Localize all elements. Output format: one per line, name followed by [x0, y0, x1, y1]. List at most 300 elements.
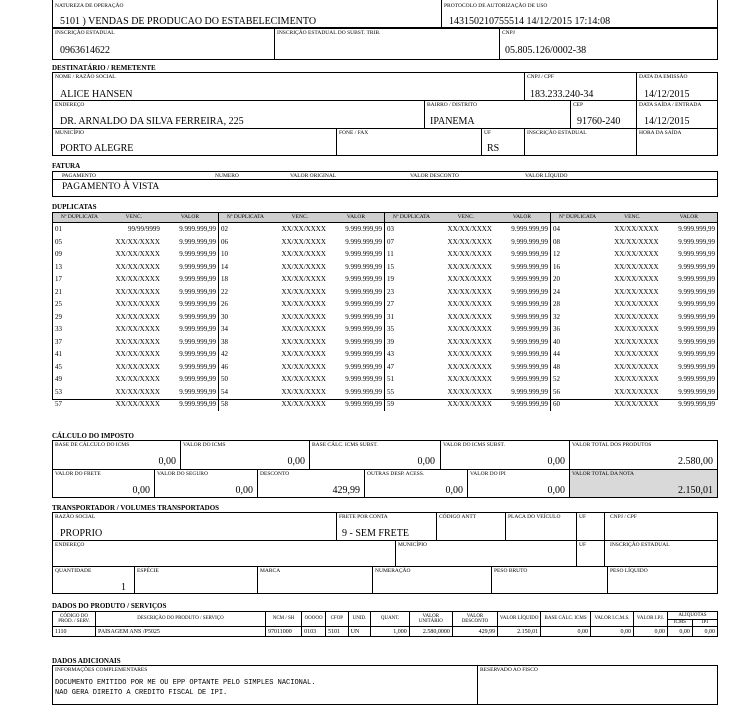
prod-cst: 0103: [302, 627, 326, 637]
duplicata-valor: 9.999.999,99: [678, 250, 715, 258]
produtos-title: DADOS DO PRODUTO / SERVIÇOS: [52, 602, 167, 610]
base-icms-value: 0,00: [158, 456, 176, 467]
duplicata-vencimento: XX/XX/XXXX: [115, 325, 160, 333]
duplicata-numero: 43: [387, 350, 394, 358]
duplicata-row: [551, 286, 717, 299]
col-cfop: CFOP: [326, 612, 349, 627]
duplicata-numero: 59: [387, 400, 394, 408]
duplicata-valor: 9.999.999,99: [678, 312, 715, 321]
duplicata-vencimento: XX/XX/XXXX: [614, 387, 659, 396]
info-compl-label: INFORMAÇÕES COMPLEMENTARES: [55, 667, 148, 673]
duplicata-numero: 01: [55, 225, 62, 233]
duplicatas-header: [385, 213, 550, 223]
duplicata-vencimento: XX/XX/XXXX: [614, 350, 659, 358]
duplicata-numero: 44: [553, 350, 560, 358]
duplicata-row: [385, 248, 550, 261]
header-row-2: [52, 28, 718, 60]
duplicata-valor: 9.999.999,99: [511, 262, 548, 271]
duplicata-numero: 29: [55, 312, 62, 321]
fatura-title: FATURA: [52, 162, 81, 170]
duplicata-row: [219, 373, 384, 386]
duplicata-numero: 22: [221, 287, 228, 296]
fatura-col-valor-original: VALOR ORIGINAL: [290, 173, 337, 179]
duplicatas-column: [551, 213, 717, 411]
duplicata-vencimento: XX/XX/XXXX: [281, 312, 326, 321]
prod-aliq-ipi: 0,00: [692, 627, 717, 637]
duplicata-numero: 36: [553, 325, 560, 333]
peso-liquido-label: PESO LÍQUIDO: [610, 568, 648, 574]
prod-base-icms: 0,00: [541, 627, 591, 637]
duplicata-vencimento: XX/XX/XXXX: [281, 337, 326, 346]
duplicatas-title: DUPLICATAS: [52, 203, 97, 211]
duplicata-vencimento: XX/XX/XXXX: [281, 362, 326, 371]
total-produtos-label: VALOR TOTAL DOS PRODUTOS: [572, 442, 652, 448]
duplicata-numero: 57: [55, 400, 62, 408]
adicionais-title: DADOS ADICIONAIS: [52, 657, 121, 665]
duplicata-valor: 9.999.999,99: [179, 237, 216, 246]
duplicata-vencimento: XX/XX/XXXX: [281, 350, 326, 358]
col-quant: QUANT.: [371, 612, 410, 627]
duplicata-row: [551, 311, 717, 324]
col-codigo: CÓDIGO DO PROD. / SERV.: [53, 612, 96, 627]
duplicata-vencimento: XX/XX/XXXX: [614, 312, 659, 321]
transp-uf2-label: UF: [579, 542, 587, 548]
antt-label: CÓDIGO ANTT: [439, 514, 477, 520]
duplicata-valor: 9.999.999,99: [345, 325, 382, 333]
duplicata-numero: 40: [553, 337, 560, 346]
duplicata-vencimento: XX/XX/XXXX: [447, 225, 492, 233]
duplicata-row: [53, 398, 218, 411]
base-icms-st-label: BASE CÁLC. ICMS SUBST.: [312, 442, 378, 448]
duplicata-row: [219, 236, 384, 249]
duplicatas-header-cell: Nº DUPLICATA: [226, 214, 264, 220]
cnpj-label: CNPJ: [502, 30, 515, 36]
duplicata-vencimento: XX/XX/XXXX: [115, 237, 160, 246]
prod-codigo: 1110: [53, 627, 96, 637]
duplicata-row: [385, 286, 550, 299]
duplicata-numero: 03: [387, 225, 394, 233]
duplicata-vencimento: XX/XX/XXXX: [115, 262, 160, 271]
destinatario-municipio: PORTO ALEGRE: [60, 143, 134, 154]
transp-cnpj-label: CNPJ / CPF: [610, 514, 637, 520]
duplicata-vencimento: XX/XX/XXXX: [447, 262, 492, 271]
natureza-operacao: 5101 ) VENDAS DE PRODUCAO DO ESTABELECIMENTO: [60, 16, 317, 27]
ie-st-label: INSCRIÇÃO ESTADUAL DO SUBST. TRIB.: [277, 30, 381, 36]
duplicata-vencimento: XX/XX/XXXX: [614, 375, 659, 383]
transp-uf-label: UF: [579, 514, 587, 520]
total-nota-label: VALOR TOTAL DA NOTA: [572, 471, 635, 477]
col-base-icms: BASE CÁLC. ICMS: [541, 612, 591, 627]
duplicata-row: [551, 261, 717, 274]
duplicata-row: [551, 236, 717, 249]
duplicata-valor: 9.999.999,99: [345, 262, 382, 271]
duplicata-numero: 51: [387, 375, 394, 383]
duplicata-numero: 30: [221, 312, 228, 321]
duplicata-row: [551, 273, 717, 286]
duplicata-row: [53, 311, 218, 324]
destinatario-nome: ALICE HANSEN: [60, 89, 133, 100]
destinatario-box: [52, 72, 718, 156]
municipio-label: MUNICÍPIO: [55, 130, 85, 136]
duplicata-vencimento: XX/XX/XXXX: [447, 375, 492, 383]
duplicata-valor: 9.999.999,99: [345, 337, 382, 346]
duplicatas-header-cell: VENC.: [291, 214, 309, 220]
uf-label: UF: [484, 130, 492, 136]
duplicata-vencimento: XX/XX/XXXX: [614, 225, 659, 233]
duplicata-vencimento: XX/XX/XXXX: [614, 275, 659, 283]
product-row: [53, 627, 718, 637]
duplicata-numero: 08: [553, 237, 560, 246]
duplicata-row: [551, 348, 717, 361]
transp-municipio-label: MUNICÍPIO: [398, 542, 428, 548]
duplicata-row: [219, 361, 384, 374]
destinatario-cep: 91760-240: [577, 116, 621, 127]
placa-label: PLACA DO VEÍCULO: [508, 514, 561, 520]
duplicata-valor: 9.999.999,99: [511, 250, 548, 258]
duplicata-row: [551, 386, 717, 399]
info-line-1: DOCUMENTO EMITIDO POR ME OU EPP OPTANTE PELO SIMPLES NACIONAL.: [55, 679, 316, 687]
duplicata-numero: 47: [387, 362, 394, 371]
duplicata-valor: 9.999.999,99: [345, 375, 382, 383]
duplicata-row: [385, 373, 550, 386]
duplicata-valor: 9.999.999,99: [179, 387, 216, 396]
duplicata-valor: 9.999.999,99: [179, 262, 216, 271]
duplicata-valor: 9.999.999,99: [179, 287, 216, 296]
prod-descricao: PAISAGEM ANS /P5025: [96, 627, 266, 637]
duplicata-row: [219, 286, 384, 299]
desconto-label: DESCONTO: [260, 471, 290, 477]
duplicata-row: [219, 223, 384, 236]
col-valor-desconto: VALOR DESCONTO: [452, 612, 497, 627]
duplicata-valor: 9.999.999,99: [678, 262, 715, 271]
duplicatas-column: [385, 213, 551, 411]
duplicata-vencimento: XX/XX/XXXX: [447, 325, 492, 333]
transportador-box: [52, 512, 718, 594]
duplicata-row: [385, 311, 550, 324]
frete-value: 0,00: [132, 485, 150, 496]
duplicata-row: [551, 323, 717, 336]
duplicata-row: [385, 336, 550, 349]
duplicata-valor: 9.999.999,99: [511, 362, 548, 371]
transp-razao: PROPRIO: [60, 528, 103, 539]
duplicata-row: [53, 336, 218, 349]
frete-conta: 9 - SEM FRETE: [342, 528, 409, 539]
duplicata-vencimento: XX/XX/XXXX: [281, 225, 326, 233]
transp-razao-label: RAZÃO SOCIAL: [55, 514, 96, 520]
valor-icms-st-value: 0,00: [547, 456, 565, 467]
duplicata-vencimento: XX/XX/XXXX: [614, 362, 659, 371]
duplicata-numero: 25: [55, 300, 62, 308]
duplicatas-header-cell: VALOR: [180, 214, 200, 220]
duplicata-numero: 50: [221, 375, 228, 383]
base-icms-st-value: 0,00: [417, 456, 435, 467]
seguro-label: VALOR DO SEGURO: [157, 471, 208, 477]
duplicata-vencimento: XX/XX/XXXX: [447, 387, 492, 396]
duplicata-valor: 9.999.999,99: [511, 287, 548, 296]
prod-unid: UN: [348, 627, 371, 637]
duplicata-row: [219, 398, 384, 411]
dest-ie-label: INSCRIÇÃO ESTADUAL: [527, 130, 587, 136]
duplicata-valor: 9.999.999,99: [345, 275, 382, 283]
duplicata-numero: 41: [55, 350, 62, 358]
duplicata-valor: 9.999.999,99: [678, 300, 715, 308]
duplicata-vencimento: XX/XX/XXXX: [447, 362, 492, 371]
duplicata-valor: 9.999.999,99: [678, 275, 715, 283]
imposto-title: CÁLCULO DO IMPOSTO: [52, 432, 134, 440]
duplicata-numero: 10: [221, 250, 228, 258]
destinatario-bairro: IPANEMA: [430, 116, 475, 127]
prod-quant: 1,000: [371, 627, 410, 637]
duplicata-vencimento: XX/XX/XXXX: [281, 250, 326, 258]
duplicata-numero: 32: [553, 312, 560, 321]
bairro-label: BAIRRO / DISTRITO: [427, 102, 478, 108]
duplicatas-header-cell: VENC.: [624, 214, 641, 220]
duplicata-row: [551, 373, 717, 386]
duplicata-row: [385, 398, 550, 411]
col-valor-liquido: VALOR LÍQUIDO: [498, 612, 541, 627]
duplicata-valor: 9.999.999,99: [511, 225, 548, 233]
transportador-title: TRANSPORTADOR / VOLUMES TRANSPORTADOS: [52, 504, 220, 512]
duplicata-numero: 07: [387, 237, 394, 246]
col-descricao: DESCRIÇÃO DO PRODUTO / SERVIÇO: [96, 612, 266, 627]
duplicata-numero: 39: [387, 337, 394, 346]
duplicata-valor: 9.999.999,99: [179, 375, 216, 383]
prod-valor-unitario: 2.580,0000: [409, 627, 452, 637]
duplicatas-header-cell: VALOR: [512, 214, 532, 220]
duplicata-valor: 9.999.999,99: [345, 225, 382, 233]
duplicata-numero: 14: [221, 262, 228, 271]
duplicata-numero: 31: [387, 312, 394, 321]
duplicata-numero: 09: [55, 250, 62, 258]
data-emissao: 14/12/2015: [644, 89, 690, 100]
duplicata-vencimento: XX/XX/XXXX: [447, 350, 492, 358]
duplicata-valor: 9.999.999,99: [678, 362, 715, 371]
duplicata-vencimento: XX/XX/XXXX: [447, 312, 492, 321]
destinatario-title: DESTINATÁRIO / REMETENTE: [52, 64, 156, 72]
duplicata-row: [551, 223, 717, 236]
prod-valor-icms: 0,00: [590, 627, 633, 637]
duplicatas-header-cell: Nº DUPLICATA: [392, 214, 430, 220]
prod-valor-liquido: 2.150,01: [498, 627, 541, 637]
duplicatas-header-cell: VENC.: [457, 214, 475, 220]
transp-endereco-label: ENDEREÇO: [55, 542, 85, 548]
duplicata-vencimento: XX/XX/XXXX: [447, 300, 492, 308]
duplicata-row: [385, 298, 550, 311]
duplicata-numero: 33: [55, 325, 62, 333]
duplicata-numero: 21: [55, 287, 62, 296]
duplicata-numero: 23: [387, 287, 394, 296]
dest-cnpj-label: CNPJ / CPF: [527, 74, 554, 80]
seguro-value: 0,00: [235, 485, 253, 496]
duplicata-numero: 37: [55, 337, 62, 346]
protocolo-autorizacao: 143150210755514 14/12/2015 17:14:08: [449, 16, 611, 27]
duplicata-valor: 9.999.999,99: [345, 250, 382, 258]
duplicata-vencimento: XX/XX/XXXX: [115, 287, 160, 296]
duplicata-numero: 05: [55, 237, 62, 246]
duplicata-valor: 9.999.999,99: [511, 400, 548, 408]
duplicatas-column: [219, 213, 385, 411]
natureza-label: NATUREZA DE OPERAÇÃO: [55, 3, 124, 9]
valor-icms-st-label: VALOR DO ICMS SUBST.: [443, 442, 505, 448]
duplicatas-grid: [52, 212, 718, 408]
prod-valor-desconto: 429,99: [452, 627, 497, 637]
duplicata-vencimento: XX/XX/XXXX: [614, 237, 659, 246]
duplicata-numero: 28: [553, 300, 560, 308]
protocolo-label: PROTOCOLO DE AUTORIZAÇÃO DE USO: [444, 3, 548, 9]
duplicata-valor: 9.999.999,99: [179, 312, 216, 321]
duplicata-valor: 9.999.999,99: [345, 362, 382, 371]
duplicata-numero: 04: [553, 225, 560, 233]
cnpj-emitente: 05.805.126/0002-38: [505, 45, 587, 56]
duplicata-numero: 06: [221, 237, 228, 246]
duplicata-valor: 9.999.999,99: [511, 300, 548, 308]
duplicata-numero: 46: [221, 362, 228, 371]
duplicata-numero: 16: [553, 262, 560, 271]
marca-label: MARCA: [260, 568, 281, 574]
duplicata-numero: 13: [55, 262, 62, 271]
destinatario-cnpj: 183.233.240-34: [530, 89, 594, 100]
duplicata-row: [53, 261, 218, 274]
duplicata-vencimento: XX/XX/XXXX: [281, 237, 326, 246]
ie-label: INSCRIÇÃO ESTADUAL: [55, 30, 115, 36]
duplicata-valor: 9.999.999,99: [345, 287, 382, 296]
quantidade-label: QUANTIDADE: [55, 568, 92, 574]
duplicata-row: [551, 298, 717, 311]
duplicatas-header-cell: VALOR: [679, 214, 698, 220]
especie-label: ESPÉCIE: [137, 568, 159, 574]
duplicata-row: [53, 348, 218, 361]
duplicata-numero: 55: [387, 387, 394, 396]
frete-label: VALOR DO FRETE: [55, 471, 101, 477]
fatura-pagamento: PAGAMENTO À VISTA: [62, 182, 160, 192]
prod-cfop: 5101: [326, 627, 349, 637]
duplicata-row: [551, 336, 717, 349]
duplicata-row: [551, 361, 717, 374]
outras-desp-label: OUTRAS DESP. ACESS.: [367, 471, 425, 477]
duplicata-vencimento: XX/XX/XXXX: [115, 312, 160, 321]
duplicata-valor: 9.999.999,99: [511, 312, 548, 321]
duplicata-row: [53, 236, 218, 249]
duplicata-valor: 9.999.999,99: [345, 312, 382, 321]
duplicata-vencimento: XX/XX/XXXX: [614, 287, 659, 296]
duplicata-valor: 9.999.999,99: [511, 350, 548, 358]
peso-bruto-label: PESO BRUTO: [494, 568, 528, 574]
base-icms-label: BASE DE CÁLCULO DO ICMS: [55, 442, 130, 448]
duplicata-row: [551, 248, 717, 261]
cep-label: CEP: [573, 102, 584, 108]
duplicata-valor: 9.999.999,99: [511, 275, 548, 283]
transp-ie-label: INSCRIÇÃO ESTADUAL: [610, 542, 670, 548]
valor-icms-label: VALOR DO ICMS: [183, 442, 226, 448]
duplicata-valor: 9.999.999,99: [179, 225, 216, 233]
duplicata-valor: 9.999.999,99: [511, 237, 548, 246]
duplicata-row: [219, 261, 384, 274]
col-aliquotas: ALÍQUOTAS: [667, 612, 717, 620]
duplicatas-header-cell: Nº DUPLICATA: [60, 214, 98, 220]
duplicata-vencimento: XX/XX/XXXX: [115, 250, 160, 258]
duplicata-numero: 58: [221, 400, 228, 408]
produtos-table: [52, 611, 718, 637]
duplicata-numero: 17: [55, 275, 62, 283]
ipi-label: VALOR DO IPI: [470, 471, 506, 477]
duplicata-valor: 9.999.999,99: [345, 300, 382, 308]
quantidade: 1: [121, 582, 126, 593]
duplicatas-column: [53, 213, 219, 411]
duplicata-vencimento: XX/XX/XXXX: [115, 337, 160, 346]
duplicatas-header: [551, 213, 717, 223]
duplicata-numero: 34: [221, 325, 228, 333]
desconto-value: 429,99: [332, 485, 360, 496]
duplicata-row: [219, 348, 384, 361]
duplicata-valor: 9.999.999,99: [678, 225, 715, 233]
duplicata-numero: 56: [553, 387, 560, 396]
prod-ncm: 97011000: [265, 627, 301, 637]
fone-label: FONE / FAX: [339, 130, 369, 136]
duplicata-row: [385, 323, 550, 336]
duplicata-numero: 18: [221, 275, 228, 283]
duplicata-valor: 9.999.999,99: [179, 300, 216, 308]
duplicata-row: [219, 273, 384, 286]
duplicata-vencimento: XX/XX/XXXX: [281, 287, 326, 296]
col-cst: OOOOO: [302, 612, 326, 627]
duplicata-row: [53, 298, 218, 311]
info-line-2: NAO GERA DIREITO A CREDITO FISCAL DE IPI.: [55, 689, 228, 697]
fatura-col-pagamento: PAGAMENTO: [62, 173, 96, 179]
col-aliq-icms: ICMS: [667, 619, 692, 627]
duplicatas-header: [219, 213, 384, 223]
duplicata-row: [53, 361, 218, 374]
duplicata-vencimento: XX/XX/XXXX: [115, 375, 160, 383]
duplicata-numero: 35: [387, 325, 394, 333]
duplicata-row: [219, 336, 384, 349]
duplicatas-header-cell: Nº DUPLICATA: [558, 214, 597, 220]
frete-conta-label: FRETE POR CONTA: [339, 514, 388, 520]
duplicata-valor: 9.999.999,99: [179, 275, 216, 283]
duplicata-vencimento: XX/XX/XXXX: [281, 375, 326, 383]
duplicata-vencimento: 99/99/9999: [128, 225, 160, 233]
duplicata-row: [53, 323, 218, 336]
duplicata-numero: 11: [387, 250, 394, 258]
duplicata-row: [385, 361, 550, 374]
duplicata-numero: 24: [553, 287, 560, 296]
duplicata-valor: 9.999.999,99: [345, 387, 382, 396]
data-saida: 14/12/2015: [644, 116, 690, 127]
duplicata-vencimento: XX/XX/XXXX: [447, 250, 492, 258]
duplicata-vencimento: XX/XX/XXXX: [281, 262, 326, 271]
duplicata-vencimento: XX/XX/XXXX: [281, 400, 326, 408]
duplicata-row: [219, 323, 384, 336]
duplicata-valor: 9.999.999,99: [179, 337, 216, 346]
duplicata-valor: 9.999.999,99: [678, 337, 715, 346]
fatura-col-valor-desconto: VALOR DESCONTO: [410, 173, 459, 179]
duplicata-valor: 9.999.999,99: [345, 237, 382, 246]
duplicata-valor: 9.999.999,99: [511, 337, 548, 346]
duplicata-row: [53, 248, 218, 261]
nome-label: NOME / RAZÃO SOCIAL: [55, 74, 116, 80]
duplicata-row: [551, 398, 717, 411]
duplicata-valor: 9.999.999,99: [678, 375, 715, 383]
emissao-label: DATA DA EMISSÃO: [639, 74, 688, 80]
duplicata-vencimento: XX/XX/XXXX: [281, 300, 326, 308]
duplicata-vencimento: XX/XX/XXXX: [115, 362, 160, 371]
numeracao-label: NUMERAÇÃO: [375, 568, 411, 574]
prod-valor-ipi: 0,00: [634, 627, 668, 637]
endereco-label: ENDEREÇO: [55, 102, 85, 108]
fisco-label: RESERVADO AO FISCO: [480, 667, 538, 673]
total-nota-value: 2.150,01: [678, 485, 713, 496]
duplicatas-header-cell: VALOR: [346, 214, 366, 220]
col-aliq-ipi: IPI: [692, 619, 717, 627]
